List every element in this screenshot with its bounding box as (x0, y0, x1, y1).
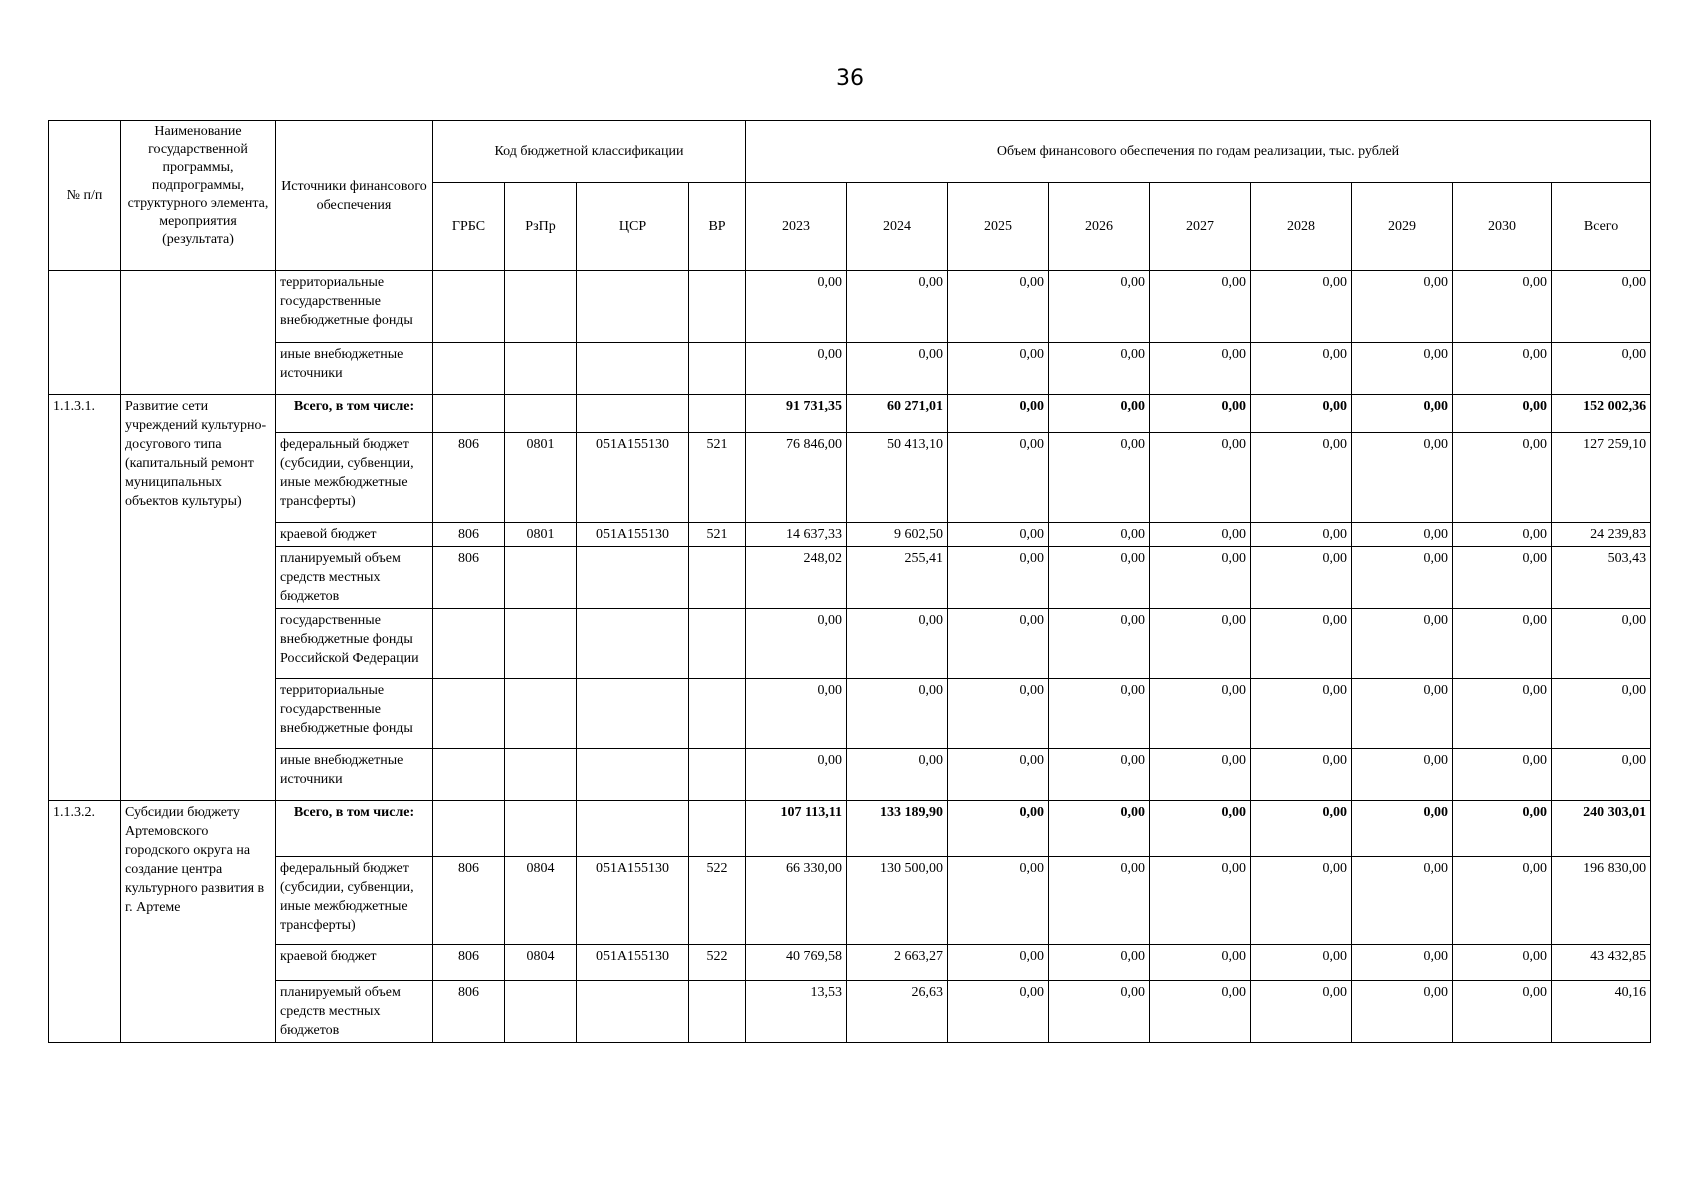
value-cell: 0,00 (1251, 801, 1352, 857)
row-index: 1.1.3.2. (49, 801, 121, 1043)
code-csr-cell (577, 395, 689, 433)
table-row (49, 609, 1651, 679)
value-cell: 0,00 (948, 433, 1049, 523)
value-cell: 0,00 (1049, 981, 1150, 1043)
value-cell: 0,00 (948, 395, 1049, 433)
value-cell: 0,00 (1150, 609, 1251, 679)
code-vr-cell (689, 609, 746, 679)
value-cell: 0,00 (1251, 395, 1352, 433)
code-rzpr-cell (505, 271, 577, 343)
header-year-2027: 2027 (1150, 183, 1251, 271)
source-cell: территориальные государственные внебюджетные фонды (276, 271, 433, 343)
value-cell: 0,00 (1150, 547, 1251, 609)
value-cell: 0,00 (1150, 395, 1251, 433)
value-cell: 0,00 (1251, 857, 1352, 945)
code-grbs-cell (433, 609, 505, 679)
header-total: Всего (1552, 183, 1651, 271)
header-num: № п/п (49, 121, 121, 271)
value-cell: 0,00 (1251, 981, 1352, 1043)
code-vr-cell (689, 749, 746, 801)
header-year-2028: 2028 (1251, 183, 1352, 271)
value-cell: 0,00 (1352, 801, 1453, 857)
header-row-1 (49, 121, 1651, 183)
value-total-cell: 0,00 (1552, 609, 1651, 679)
table-row (49, 343, 1651, 395)
value-cell: 0,00 (1352, 395, 1453, 433)
header-year-2030: 2030 (1453, 183, 1552, 271)
header-source: Источники финансового обеспечения (276, 121, 433, 271)
code-rzpr-cell (505, 749, 577, 801)
value-cell: 0,00 (948, 857, 1049, 945)
value-cell: 0,00 (1453, 801, 1552, 857)
source-cell: федеральный бюджет (субсидии, субвенции, иные межбюджетные трансферты) (276, 433, 433, 523)
value-cell: 91 731,35 (746, 395, 847, 433)
code-vr-cell (689, 981, 746, 1043)
value-cell: 0,00 (948, 801, 1049, 857)
header-volume-group: Объем финансового обеспечения по годам реализации, тыс. рублей (746, 121, 1651, 183)
budget-table (48, 120, 1651, 1043)
header-code-csr: ЦСР (577, 183, 689, 271)
value-cell: 0,00 (1049, 857, 1150, 945)
table-row (49, 395, 1651, 433)
value-cell: 0,00 (1150, 271, 1251, 343)
page-number: 36 (836, 66, 864, 91)
value-cell: 0,00 (1049, 609, 1150, 679)
value-cell: 0,00 (1352, 343, 1453, 395)
value-cell: 0,00 (1049, 749, 1150, 801)
value-cell: 26,63 (847, 981, 948, 1043)
code-vr-cell: 522 (689, 857, 746, 945)
code-grbs-cell (433, 271, 505, 343)
source-cell: государственные внебюджетные фонды Российской Федерации (276, 609, 433, 679)
value-cell: 0,00 (1150, 945, 1251, 981)
code-rzpr-cell: 0801 (505, 433, 577, 523)
value-cell: 0,00 (1150, 433, 1251, 523)
code-csr-cell (577, 679, 689, 749)
row-name (121, 271, 276, 395)
value-cell: 0,00 (1352, 749, 1453, 801)
code-rzpr-cell (505, 395, 577, 433)
value-cell: 14 637,33 (746, 523, 847, 547)
table-row (49, 945, 1651, 981)
code-vr-cell: 521 (689, 523, 746, 547)
value-total-cell: 240 303,01 (1552, 801, 1651, 857)
code-grbs-cell (433, 343, 505, 395)
code-vr-cell: 522 (689, 945, 746, 981)
value-cell: 0,00 (746, 749, 847, 801)
row-index: 1.1.3.1. (49, 395, 121, 801)
value-cell: 0,00 (948, 945, 1049, 981)
value-cell: 2 663,27 (847, 945, 948, 981)
value-cell: 0,00 (1453, 857, 1552, 945)
header-code-vr: ВР (689, 183, 746, 271)
value-cell: 0,00 (1150, 679, 1251, 749)
value-cell: 0,00 (746, 271, 847, 343)
table-row (49, 433, 1651, 523)
code-rzpr-cell (505, 801, 577, 857)
value-total-cell: 43 432,85 (1552, 945, 1651, 981)
value-cell: 0,00 (1049, 547, 1150, 609)
header-year-2029: 2029 (1352, 183, 1453, 271)
table-row (49, 271, 1651, 343)
value-cell: 0,00 (1049, 343, 1150, 395)
code-rzpr-cell: 0804 (505, 945, 577, 981)
value-cell: 0,00 (1352, 433, 1453, 523)
value-cell: 0,00 (847, 609, 948, 679)
value-cell: 0,00 (1352, 547, 1453, 609)
value-cell: 0,00 (1049, 801, 1150, 857)
value-cell: 0,00 (746, 679, 847, 749)
value-cell: 0,00 (1352, 857, 1453, 945)
code-rzpr-cell: 0801 (505, 523, 577, 547)
code-csr-cell: 051А155130 (577, 945, 689, 981)
value-cell: 0,00 (1251, 343, 1352, 395)
value-cell: 0,00 (847, 271, 948, 343)
value-total-cell: 40,16 (1552, 981, 1651, 1043)
value-cell: 0,00 (1049, 395, 1150, 433)
table-row (49, 523, 1651, 547)
code-rzpr-cell (505, 547, 577, 609)
value-cell: 50 413,10 (847, 433, 948, 523)
value-cell: 0,00 (1352, 945, 1453, 981)
header-name: Наименование государственной программы, подпрограммы, структурного элемента, мероприятия (результата) (121, 121, 276, 271)
code-grbs-cell: 806 (433, 433, 505, 523)
header-year-2026: 2026 (1049, 183, 1150, 271)
table-row (49, 981, 1651, 1043)
value-cell: 0,00 (1251, 679, 1352, 749)
value-cell: 0,00 (1453, 343, 1552, 395)
header-year-2023: 2023 (746, 183, 847, 271)
value-cell: 0,00 (1049, 271, 1150, 343)
code-vr-cell (689, 343, 746, 395)
source-cell: иные внебюджетные источники (276, 343, 433, 395)
code-grbs-cell: 806 (433, 857, 505, 945)
table-row (49, 679, 1651, 749)
code-csr-cell (577, 271, 689, 343)
value-cell: 0,00 (1150, 801, 1251, 857)
row-index (49, 271, 121, 395)
code-grbs-cell (433, 749, 505, 801)
value-cell: 0,00 (1150, 857, 1251, 945)
value-cell: 0,00 (1453, 395, 1552, 433)
source-cell: краевой бюджет (276, 945, 433, 981)
value-cell: 76 846,00 (746, 433, 847, 523)
table-row (49, 547, 1651, 609)
value-cell: 0,00 (1049, 945, 1150, 981)
value-cell: 0,00 (1352, 523, 1453, 547)
value-cell: 0,00 (1352, 981, 1453, 1043)
value-cell: 13,53 (746, 981, 847, 1043)
code-csr-cell: 051А155130 (577, 433, 689, 523)
code-csr-cell: 051А155130 (577, 523, 689, 547)
value-total-cell: 0,00 (1552, 271, 1651, 343)
value-cell: 0,00 (948, 679, 1049, 749)
table-row (49, 857, 1651, 945)
value-total-cell: 503,43 (1552, 547, 1651, 609)
table-row (49, 801, 1651, 857)
source-cell: территориальные государственные внебюджетные фонды (276, 679, 433, 749)
value-cell: 0,00 (948, 749, 1049, 801)
code-vr-cell (689, 271, 746, 343)
value-cell: 0,00 (948, 609, 1049, 679)
value-cell: 0,00 (1352, 271, 1453, 343)
code-csr-cell (577, 749, 689, 801)
value-cell: 255,41 (847, 547, 948, 609)
value-cell: 0,00 (1049, 433, 1150, 523)
value-cell: 0,00 (1453, 433, 1552, 523)
value-cell: 0,00 (1352, 679, 1453, 749)
code-grbs-cell: 806 (433, 945, 505, 981)
value-cell: 0,00 (1453, 749, 1552, 801)
value-total-cell: 0,00 (1552, 749, 1651, 801)
value-cell: 0,00 (746, 343, 847, 395)
header-year-2025: 2025 (948, 183, 1049, 271)
code-vr-cell (689, 679, 746, 749)
value-cell: 0,00 (1453, 945, 1552, 981)
value-cell: 0,00 (1150, 981, 1251, 1043)
value-cell: 0,00 (1251, 609, 1352, 679)
table-row (49, 749, 1651, 801)
value-cell: 0,00 (1150, 343, 1251, 395)
table-body (49, 271, 1651, 1043)
value-cell: 0,00 (1049, 679, 1150, 749)
value-cell: 0,00 (948, 271, 1049, 343)
source-cell: федеральный бюджет (субсидии, субвенции, иные межбюджетные трансферты) (276, 857, 433, 945)
code-vr-cell (689, 547, 746, 609)
value-cell: 0,00 (1150, 749, 1251, 801)
value-cell: 0,00 (847, 679, 948, 749)
code-csr-cell (577, 547, 689, 609)
value-cell: 0,00 (1251, 749, 1352, 801)
row-name: Субсидии бюджету Артемовского городского округа на создание центра культурного развития в г. Артеме (121, 801, 276, 1043)
value-cell: 0,00 (746, 609, 847, 679)
value-cell: 0,00 (1453, 679, 1552, 749)
code-csr-cell (577, 609, 689, 679)
code-rzpr-cell: 0804 (505, 857, 577, 945)
header-code-grbs: ГРБС (433, 183, 505, 271)
value-total-cell: 127 259,10 (1552, 433, 1651, 523)
value-cell: 0,00 (847, 343, 948, 395)
value-cell: 40 769,58 (746, 945, 847, 981)
value-cell: 0,00 (948, 523, 1049, 547)
value-cell: 107 113,11 (746, 801, 847, 857)
code-grbs-cell: 806 (433, 981, 505, 1043)
value-cell: 66 330,00 (746, 857, 847, 945)
code-vr-cell: 521 (689, 433, 746, 523)
value-cell: 0,00 (1251, 547, 1352, 609)
code-grbs-cell: 806 (433, 523, 505, 547)
value-total-cell: 0,00 (1552, 343, 1651, 395)
row-name: Развитие сети учреждений культурно-досугового типа (капитальный ремонт муниципальных объектов культуры) (121, 395, 276, 801)
value-total-cell: 24 239,83 (1552, 523, 1651, 547)
code-rzpr-cell (505, 343, 577, 395)
value-total-cell: 196 830,00 (1552, 857, 1651, 945)
code-csr-cell (577, 981, 689, 1043)
code-csr-cell (577, 343, 689, 395)
code-rzpr-cell (505, 679, 577, 749)
source-cell: Всего, в том числе: (276, 801, 433, 857)
value-cell: 0,00 (1453, 523, 1552, 547)
code-grbs-cell (433, 801, 505, 857)
source-cell: планируемый объем средств местных бюджетов (276, 981, 433, 1043)
code-grbs-cell (433, 679, 505, 749)
value-cell: 133 189,90 (847, 801, 948, 857)
value-cell: 0,00 (1453, 547, 1552, 609)
value-cell: 0,00 (1049, 523, 1150, 547)
value-cell: 0,00 (1453, 271, 1552, 343)
value-cell: 9 602,50 (847, 523, 948, 547)
value-cell: 130 500,00 (847, 857, 948, 945)
value-cell: 0,00 (1150, 523, 1251, 547)
code-csr-cell: 051А155130 (577, 857, 689, 945)
value-cell: 0,00 (948, 343, 1049, 395)
header-code-group: Код бюджетной классификации (433, 121, 746, 183)
value-cell: 0,00 (1251, 945, 1352, 981)
header-year-2024: 2024 (847, 183, 948, 271)
code-rzpr-cell (505, 609, 577, 679)
code-rzpr-cell (505, 981, 577, 1043)
value-cell: 248,02 (746, 547, 847, 609)
value-cell: 60 271,01 (847, 395, 948, 433)
value-total-cell: 0,00 (1552, 679, 1651, 749)
value-cell: 0,00 (1453, 981, 1552, 1043)
code-vr-cell (689, 801, 746, 857)
value-cell: 0,00 (1251, 433, 1352, 523)
value-cell: 0,00 (948, 981, 1049, 1043)
code-grbs-cell: 806 (433, 547, 505, 609)
value-total-cell: 152 002,36 (1552, 395, 1651, 433)
source-cell: планируемый объем средств местных бюджетов (276, 547, 433, 609)
value-cell: 0,00 (1352, 609, 1453, 679)
header-code-rzpr: РзПр (505, 183, 577, 271)
value-cell: 0,00 (1251, 271, 1352, 343)
code-grbs-cell (433, 395, 505, 433)
source-cell: краевой бюджет (276, 523, 433, 547)
value-cell: 0,00 (1453, 609, 1552, 679)
value-cell: 0,00 (948, 547, 1049, 609)
value-cell: 0,00 (847, 749, 948, 801)
code-vr-cell (689, 395, 746, 433)
source-cell: иные внебюджетные источники (276, 749, 433, 801)
code-csr-cell (577, 801, 689, 857)
source-cell: Всего, в том числе: (276, 395, 433, 433)
value-cell: 0,00 (1251, 523, 1352, 547)
